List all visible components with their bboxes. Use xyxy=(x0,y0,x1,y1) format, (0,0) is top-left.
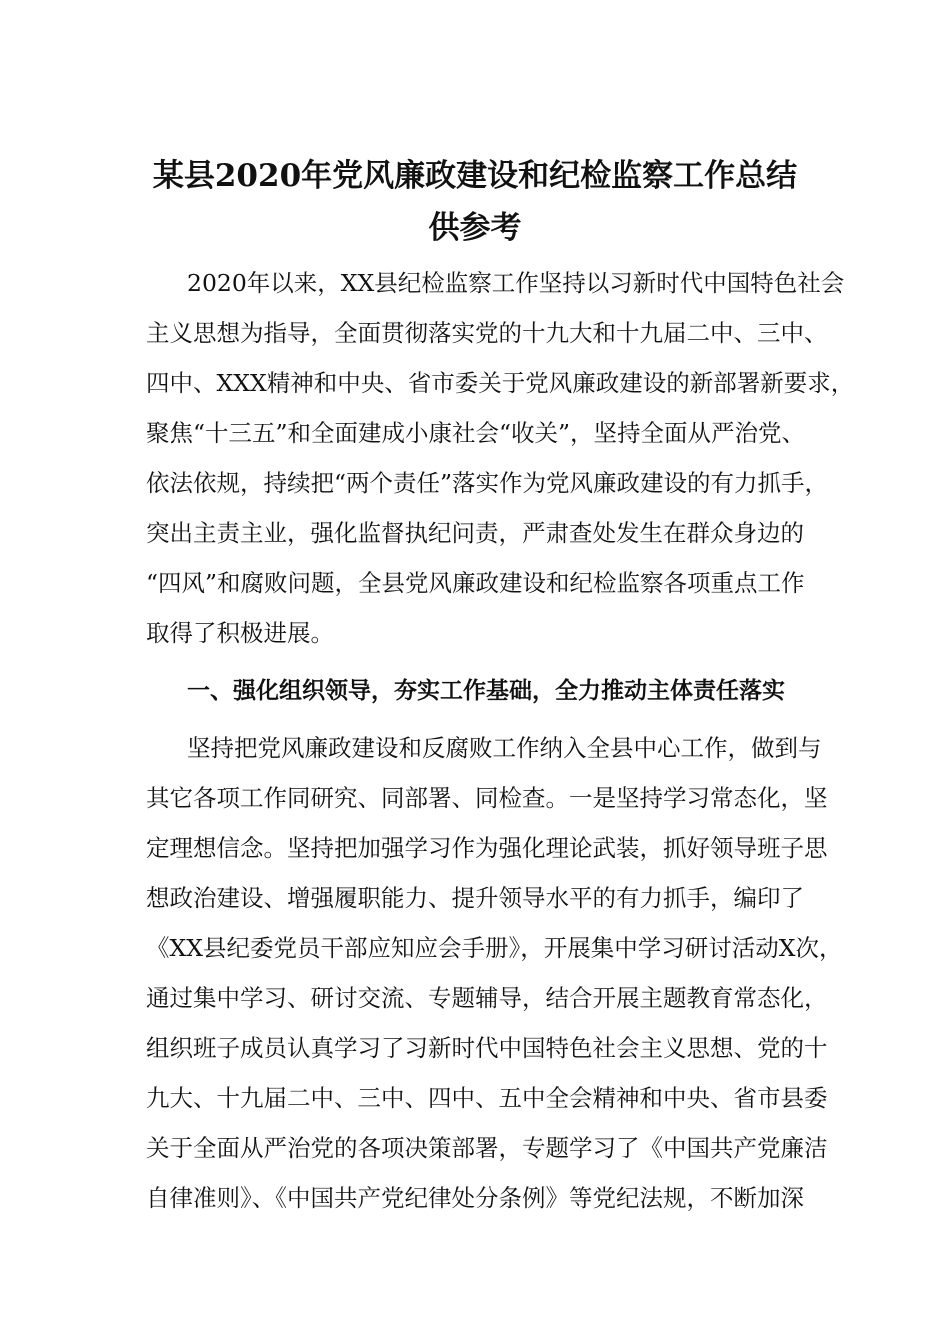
intro-line: 聚焦“十三五”和全面建成小康社会“收关”，坚持全面从严治党、 xyxy=(146,419,806,447)
document-title: 某县2020年党风廉政建设和纪检监察工作总结供参考 xyxy=(152,158,798,246)
intro-line: 突出主责主业，强化监督执纪问责，严肃查处发生在群众身边的 xyxy=(146,519,804,547)
body-line: 组织班子成员认真学习了习新时代中国特色社会主义思想、党的十 xyxy=(146,1034,828,1062)
body-line: 定理想信念。坚持把加强学习作为强化理论武装，抓好领导班子思 xyxy=(146,834,828,862)
body-line: 通过集中学习、研讨交流、专题辅导，结合开展主题教育常态化， xyxy=(146,984,828,1012)
intro-line: 四中、XXX精神和中央、省市委关于党风廉政建设的新部署新要求， xyxy=(146,369,855,397)
intro-line: 依法依规，持续把“两个责任”落实作为党风廉政建设的有力抓手， xyxy=(146,469,829,497)
body-line: 九大、十九届二中、三中、四中、五中全会精神和中央、省市县委 xyxy=(146,1084,828,1112)
body-line: 自律准则》、《中国共产党纪律处分条例》等党纪法规，不断加深 xyxy=(146,1184,804,1212)
intro-line: 主义思想为指导，全面贯彻落实党的十九大和十九届二中、三中、 xyxy=(146,319,828,347)
body-line: 《XX县纪委党员干部应知应会手册》，开展集中学习研讨活动X次， xyxy=(146,934,843,962)
intro-line: 取得了积极进展。 xyxy=(146,619,334,647)
intro-line: 2020年以来，XX县纪检监察工作坚持以习新时代中国特色社会 xyxy=(187,269,845,297)
body-line: 想政治建设、增强履职能力、提升领导水平的有力抓手，编印了 xyxy=(146,884,804,912)
intro-line: “四风”和腐败问题，全县党风廉政建设和纪检监察各项重点工作 xyxy=(146,569,805,597)
body-line: 关于全面从严治党的各项决策部署，专题学习了《中国共产党廉洁 xyxy=(146,1134,828,1162)
body-line: 坚持把党风廉政建设和反腐败工作纳入全县中心工作，做到与 xyxy=(187,734,822,762)
section-heading: 一、强化组织领导，夯实工作基础，全力推动主体责任落实 xyxy=(187,677,785,704)
body-line: 其它各项工作同研究、同部署、同检查。一是坚持学习常态化，坚 xyxy=(146,784,828,812)
